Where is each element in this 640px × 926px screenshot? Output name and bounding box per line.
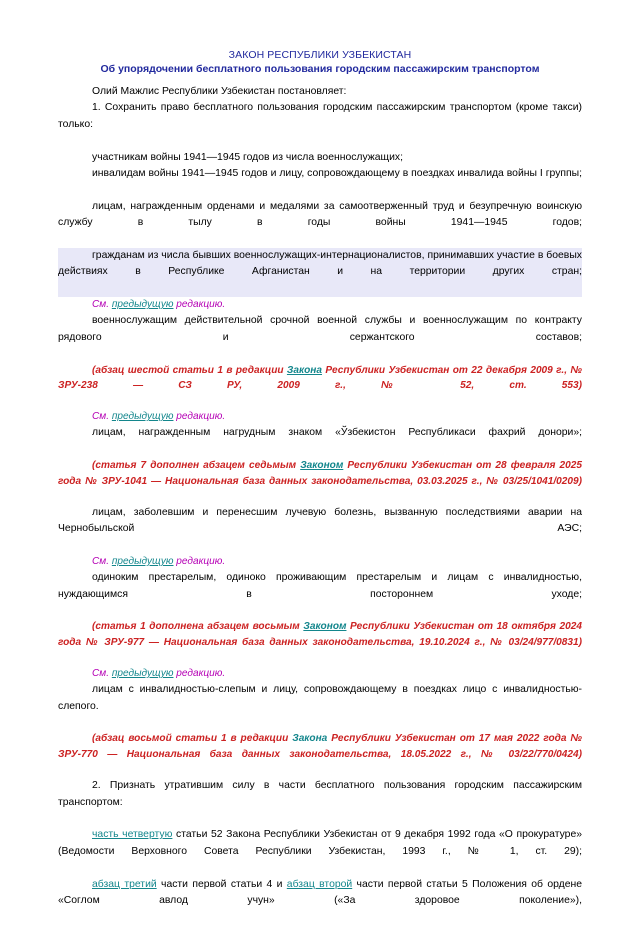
paragraph-bullet-chernobyl: лицам, заболевшим и перенесшим лучевую болезнь, вызванную последствиями аварии на Чернобыльской АЭС; (58, 506, 582, 535)
amendment-note-2009-suffix: Республики Узбекистан от 22 декабря 2009 г., № ЗРУ-238 — СЗ РУ, 2009 г., № 52, ст. 553) (58, 364, 582, 392)
amendment-note-2022 (58, 731, 582, 778)
paragraph-bullet-blind: лицам с инвалидностью-слепым и лицу, сопровождающему в поездках лицо с инвалидностью-слепого. (58, 684, 582, 712)
paragraph-bullet-donor: лицам, награжденным нагрудным знаком «Ўзбекистон Республикаси фахрий донори»; (92, 427, 582, 439)
paragraph-item-1: 1. Сохранить право бесплатного пользования городским пассажирским транспортом (кроме такси) только: (58, 102, 582, 130)
prosecutor-part-link[interactable]: часть четвертую (92, 829, 173, 841)
paragraph-bullet-awarded: лицам, награжденным орденами и медалями за самоотверженный труд и безупречную воинскую службу в тылу в годы войны 1941—1945 годов; (58, 200, 582, 229)
see-previous-suffix: редакцию. (173, 668, 226, 680)
paragraph-bullet-elderly: одиноким престарелым, одиноко проживающим престарелым и лицам с инвалидностью, нуждающимся в постороннем уходе; (58, 572, 582, 600)
order-ref-middle: части первой статьи 4 и (156, 878, 287, 890)
paragraph-bullet-servicemen: военнослужащим действительной срочной военной службы и военнослужащим по контракту рядового и сержантского составов; (58, 315, 582, 343)
law-link-2025[interactable]: Законом (300, 460, 344, 472)
law-link-2009[interactable]: Закона (286, 364, 323, 376)
paragraph-bullet-internationalists: гражданам из числа бывших военнослужащих-интернационалистов, принимавших участие в боевых действиях в Республике Афганистан и на территории других стран; (58, 248, 582, 297)
see-previous-prefix: См. (92, 411, 112, 423)
see-previous-suffix: редакцию. (173, 411, 226, 423)
paragraph-ref-prosecutor (58, 827, 582, 876)
amendment-note-2009-prefix: (абзац шестой статьи 1 в редакции (92, 364, 287, 376)
amendment-note-2009 (58, 363, 582, 410)
amendment-note-2024-suffix: Республики Узбекистан от 18 октября 2024 года № ЗРУ-977 — Национальная база данных законодательства, 19.10.2024 г., № 03/24/977/0831) (58, 621, 582, 648)
see-previous-prefix: См. (92, 668, 112, 680)
see-previous-edition-note-2 (58, 409, 582, 425)
see-previous-edition-note-3 (58, 554, 582, 570)
amendment-note-2025-prefix: (статья 7 дополнен абзацем седьмым (92, 460, 301, 472)
see-previous-link[interactable]: предыдущую (111, 556, 174, 568)
see-previous-edition-note-4 (58, 666, 582, 682)
amendment-note-2024-prefix: (статья 1 дополнена абзацем восьмым (92, 621, 304, 633)
amendment-note-2022-prefix: (абзац восьмой статьи 1 в редакции (92, 733, 293, 745)
order-abzac-second-link[interactable]: абзац второй (286, 878, 353, 890)
paragraph-item-2: 2. Признать утратившим силу в части бесплатного пользования городским пассажирским транспортом: (58, 780, 582, 808)
see-previous-prefix: См. (92, 556, 112, 568)
order-abzac-third-link[interactable]: абзац третий (92, 878, 157, 890)
see-previous-suffix: редакцию. (173, 556, 226, 568)
amendment-note-2024 (58, 619, 582, 666)
amendment-note-2025-suffix: Республики Узбекистан от 28 февраля 2025 года № ЗРУ-1041 — Национальная база данных законодательства, 03.03.2025 г., № 03/25/1041/0209) (58, 460, 583, 487)
paragraph-bullet-invalids: инвалидам войны 1941—1945 годов и лицу, сопровождающему в поездках инвалида войны I группы; (92, 168, 582, 180)
amendment-note-2022-suffix: Республики Узбекистан от 17 мая 2022 года № ЗРУ-770 — Национальная база данных законодательства, 18.05.2022 г., № 03/22/770/0424) (58, 733, 582, 760)
page-subtitle: Об упорядочении бесплатного пользования городским пассажирским транспортом (100, 63, 540, 75)
prosecutor-ref-text: статьи 52 Закона Республики Узбекистан от 9 декабря 1992 года «О прокуратуре» (Ведомости Верховного Совета Республики Узбекистан, 1993 г., № 1, ст. 29); (58, 829, 583, 857)
see-previous-suffix: редакцию. (173, 299, 226, 311)
see-previous-prefix: См. (92, 299, 112, 311)
order-ref-text: части первой статьи 5 Положения об ордене «Соглом авлод учун» («За здоровое поколение»), (58, 878, 583, 906)
amendment-note-2025 (58, 458, 582, 505)
document-body (58, 84, 582, 926)
paragraph-bullet-veterans: участникам войны 1941—1945 годов из числа военнослужащих; (92, 151, 403, 163)
see-previous-link[interactable]: предыдущую (111, 299, 174, 311)
paragraph-ref-order (58, 877, 582, 926)
see-previous-link[interactable]: предыдущую (111, 668, 174, 680)
see-previous-link[interactable]: предыдущую (111, 411, 174, 423)
law-link-2024[interactable]: Законом (303, 621, 347, 633)
page-title: ЗАКОН РЕСПУБЛИКИ УЗБЕКИСТАН (228, 49, 412, 61)
see-previous-edition-note-1 (58, 297, 582, 313)
paragraph-intro: Олий Мажлис Республики Узбекистан постановляет: (92, 86, 347, 97)
law-link-2022[interactable]: Закона (292, 733, 328, 745)
